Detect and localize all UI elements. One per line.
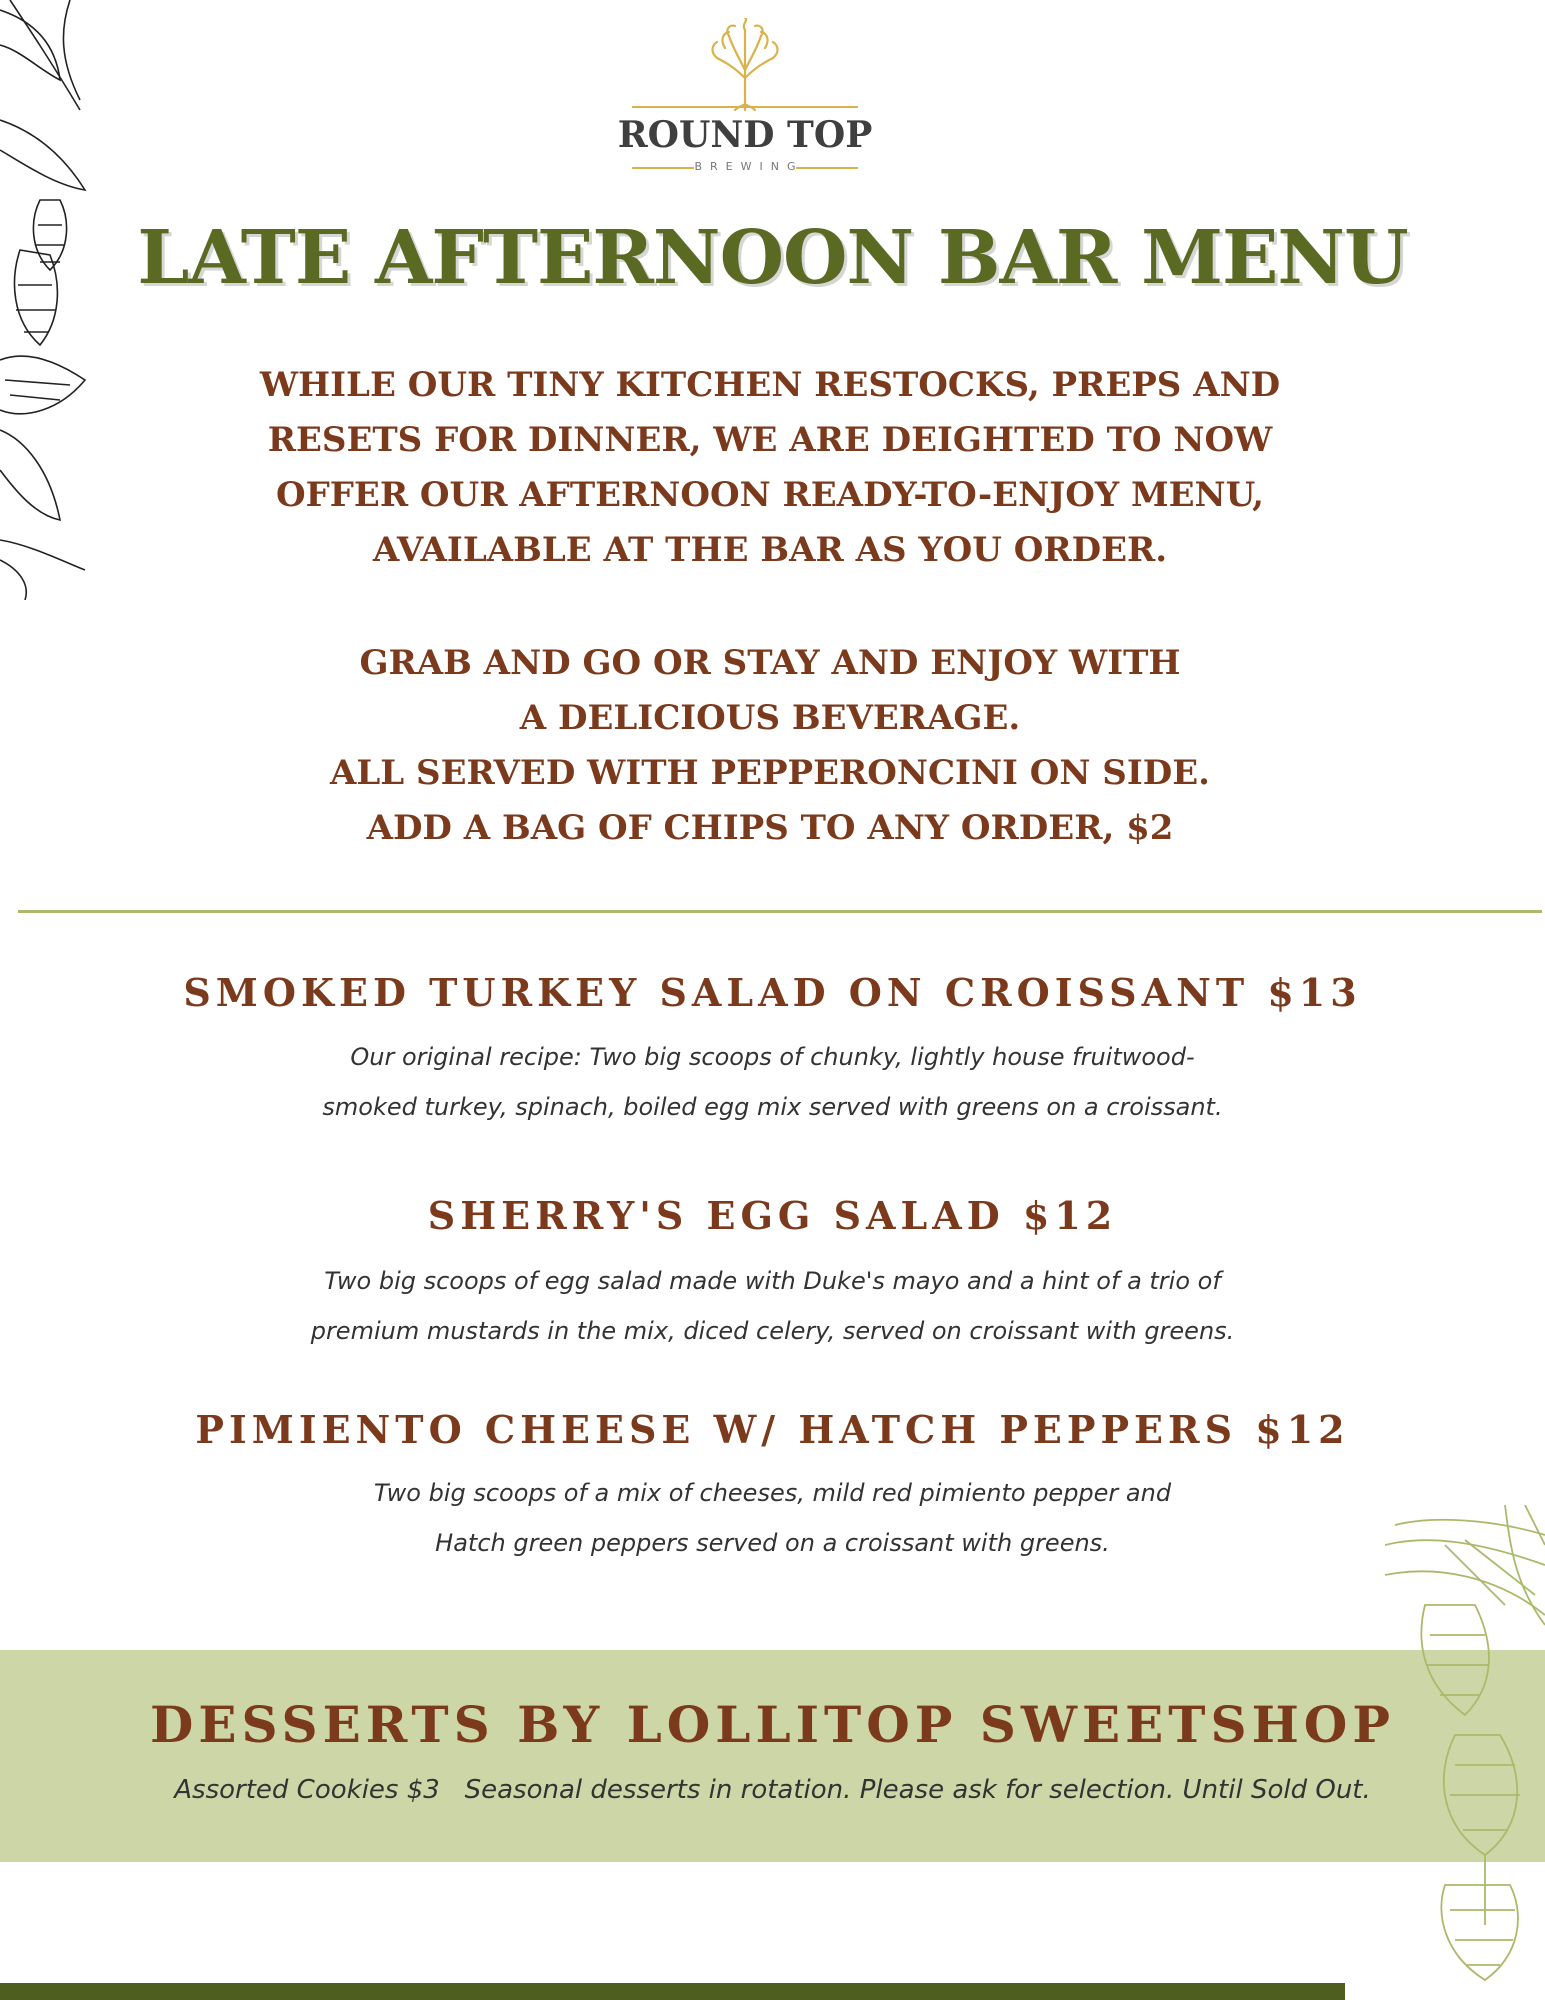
menu-item-name: SHERRY'S EGG SALAD $12	[427, 1193, 1118, 1238]
footer-bar	[0, 1983, 1345, 2000]
intro-line: WHILE OUR TINY KITCHEN RESTOCKS, PREPS AND	[259, 365, 1281, 405]
description-line: Two big scoops of egg salad made with Duke's mayo and a hint of a trio of	[324, 1267, 1221, 1295]
intro-line: RESETS FOR DINNER, WE ARE DEIGHTED TO NOW	[267, 420, 1273, 460]
logo-rule-top	[632, 106, 858, 108]
menu-item-description	[0, 1256, 1545, 1356]
intro-line: ADD A BAG OF CHIPS TO ANY ORDER, $2	[366, 808, 1174, 848]
intro-line: GRAB AND GO OR STAY AND ENJOY WITH	[359, 643, 1181, 683]
page-title: LATE AFTERNOON BAR MENU	[137, 215, 1408, 301]
brand-logo	[610, 18, 880, 178]
intro-line: ALL SERVED WITH PEPPERONCINI ON SIDE.	[330, 753, 1210, 793]
intro-line: OFFER OUR AFTERNOON READY-TO-ENJOY MENU,	[276, 475, 1264, 515]
intro-paragraph-2	[170, 636, 1370, 856]
menu-item-description	[0, 1468, 1545, 1568]
section-divider	[18, 910, 1542, 913]
description-line: smoked turkey, spinach, boiled egg mix served with greens on a croissant.	[322, 1093, 1223, 1121]
description-line: Our original recipe: Two big scoops of chunky, lightly house fruitwood-	[350, 1043, 1195, 1071]
hop-vine-right-icon	[1385, 1505, 1545, 2000]
intro-paragraph-1	[170, 358, 1370, 578]
menu-item-name: PIMIENTO CHEESE W/ HATCH PEPPERS $12	[195, 1407, 1350, 1452]
desserts-title: DESSERTS BY LOLLITOP SWEETSHOP	[150, 1695, 1395, 1754]
desserts-note: Assorted Cookies $3 Seasonal desserts in rotation. Please ask for selection. Until Sold Out.	[174, 1775, 1371, 1805]
description-line: Two big scoops of a mix of cheeses, mild red pimiento pepper and	[373, 1479, 1172, 1507]
desserts-band	[0, 1650, 1545, 1862]
menu-item-name: SMOKED TURKEY SALAD ON CROISSANT $13	[183, 970, 1362, 1015]
menu-item-description	[0, 1032, 1545, 1132]
brand-name: ROUND TOP	[617, 114, 873, 156]
intro-line: AVAILABLE AT THE BAR AS YOU ORDER.	[372, 530, 1168, 570]
description-line: Hatch green peppers served on a croissant with greens.	[435, 1529, 1110, 1557]
brand-subtitle: BREWING	[694, 160, 804, 173]
tree-logo-icon	[705, 18, 785, 113]
description-line: premium mustards in the mix, diced celery, served on croissant with greens.	[310, 1317, 1235, 1345]
intro-line: A DELICIOUS BEVERAGE.	[519, 698, 1021, 738]
